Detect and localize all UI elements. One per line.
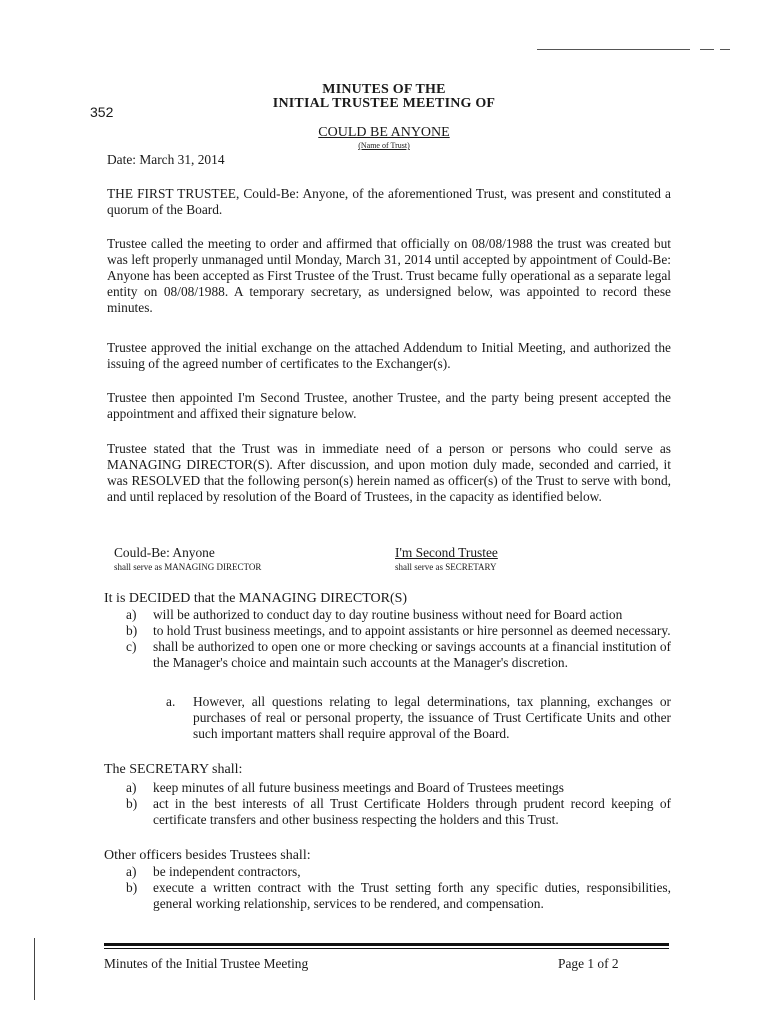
- scan-artifact-line: [34, 938, 35, 1000]
- officer-name-secretary-text: I'm Second Trustee: [395, 545, 498, 560]
- managing-director-subitems: [166, 694, 671, 742]
- list-item-text: to hold Trust business meetings, and to appoint assistants or hire personnel as deemed necessary.: [153, 623, 671, 638]
- list-item: [126, 639, 671, 671]
- meeting-date: Date: March 31, 2014: [107, 152, 225, 167]
- scan-artifact-rule: [720, 49, 730, 50]
- trust-name-caption: [0, 141, 768, 150]
- list-item: [166, 694, 671, 742]
- document-title-line2: INITIAL TRUSTEE MEETING OF: [272, 96, 496, 111]
- page-number: 352: [90, 104, 114, 120]
- footer-divider: [104, 948, 669, 949]
- list-marker: a): [126, 864, 137, 879]
- list-marker: b): [126, 623, 138, 638]
- officer-name-managing-director: Could-Be: Anyone: [114, 545, 215, 560]
- list-item: [126, 796, 671, 828]
- paragraph-quorum: THE FIRST TRUSTEE, Could-Be: Anyone, of the aforementioned Trust, was present and constituted a quorum of the Board.: [107, 186, 671, 217]
- managing-director-duties: [126, 607, 671, 671]
- paragraph-resolution: Trustee stated that the Trust was in immediate need of a person or persons who could serve as MANAGING DIRECTOR(S). After discussion, and upon motion duly made, seconded and carried, it was RESOLVED that the following person(s) herein named as officer(s) of the Trust to serve with bond, and until replaced by resolution of the Board of Trustees, in the capacity as identified below.: [107, 441, 671, 504]
- scan-artifact-rule: [700, 49, 714, 50]
- list-marker: b): [126, 796, 138, 811]
- paragraph-call-to-order: Trustee called the meeting to order and affirmed that officially on 08/08/1988 the trust was created but was left properly unmanaged until Monday, March 31, 2014 until accepted by appointment of Could-Be: Anyone has been accepted as First Trustee of the Trust. Trust became fully operational as a separate legal entity on 08/08/1988. A temporary secretary, as undersigned below, was appointed to record these minutes.: [107, 236, 671, 315]
- list-marker: b): [126, 880, 138, 895]
- officer-name-secretary: [395, 545, 498, 561]
- paragraph-second-trustee: Trustee then appointed I'm Second Trustee, another Trustee, and the party being present accepted the appointment and affixed their signature below.: [107, 390, 671, 421]
- list-item-text: be independent contractors,: [153, 864, 301, 879]
- secretary-heading: The SECRETARY shall:: [104, 762, 243, 777]
- list-marker: c): [126, 639, 137, 654]
- list-item: [126, 880, 671, 912]
- list-marker: a): [126, 607, 137, 622]
- footer-page-indicator: Page 1 of 2: [558, 956, 619, 971]
- secretary-duties: [126, 780, 671, 828]
- list-marker: a): [126, 780, 137, 795]
- footer-document-title: Minutes of the Initial Trustee Meeting: [104, 956, 309, 971]
- list-item-text: keep minutes of all future business meetings and Board of Trustees meetings: [153, 780, 564, 795]
- list-item-text: execute a written contract with the Trust setting forth any specific duties, responsibilities, general working relationship, services to be rendered, and compensation.: [153, 880, 671, 911]
- trust-name-text: COULD BE ANYONE: [318, 125, 450, 140]
- list-item: [126, 623, 671, 639]
- list-item-text: shall be authorized to open one or more checking or savings accounts at a financial institution of the Manager's choice and maintain such accounts at the Manager's discretion.: [153, 639, 671, 670]
- paragraph-initial-exchange: Trustee approved the initial exchange on the attached Addendum to Initial Meeting, and authorized the issuing of the agreed number of certificates to the Exchanger(s).: [107, 340, 671, 371]
- document-title-line1: MINUTES OF THE: [322, 82, 446, 97]
- other-officers-duties: [126, 864, 671, 912]
- footer-divider: [104, 943, 669, 946]
- list-item: [126, 864, 671, 880]
- list-item-text: will be authorized to conduct day to day routine business without need for Board action: [153, 607, 623, 622]
- list-marker: a.: [166, 694, 176, 709]
- list-item: [126, 607, 671, 623]
- trust-name: [0, 125, 768, 141]
- managing-director-heading: It is DECIDED that the MANAGING DIRECTOR(S): [104, 591, 408, 606]
- list-item-text: act in the best interests of all Trust Certificate Holders through prudent record keeping of certificate transfers and other business respecting the holders and this Trust.: [153, 796, 671, 827]
- list-item: [126, 780, 671, 796]
- list-item-text: However, all questions relating to legal determinations, tax planning, exchanges or purchases of real or personal property, the issuance of Trust Certificate Units and other such important matters shall require approval of the Board.: [193, 694, 671, 741]
- other-officers-heading: Other officers besides Trustees shall:: [104, 848, 311, 863]
- officer-role-secretary: shall serve as SECRETARY: [395, 562, 497, 572]
- officer-role-managing-director: shall serve as MANAGING DIRECTOR: [114, 562, 262, 572]
- trust-name-caption-text: (Name of Trust): [358, 141, 410, 150]
- scan-artifact-rule: [537, 49, 690, 50]
